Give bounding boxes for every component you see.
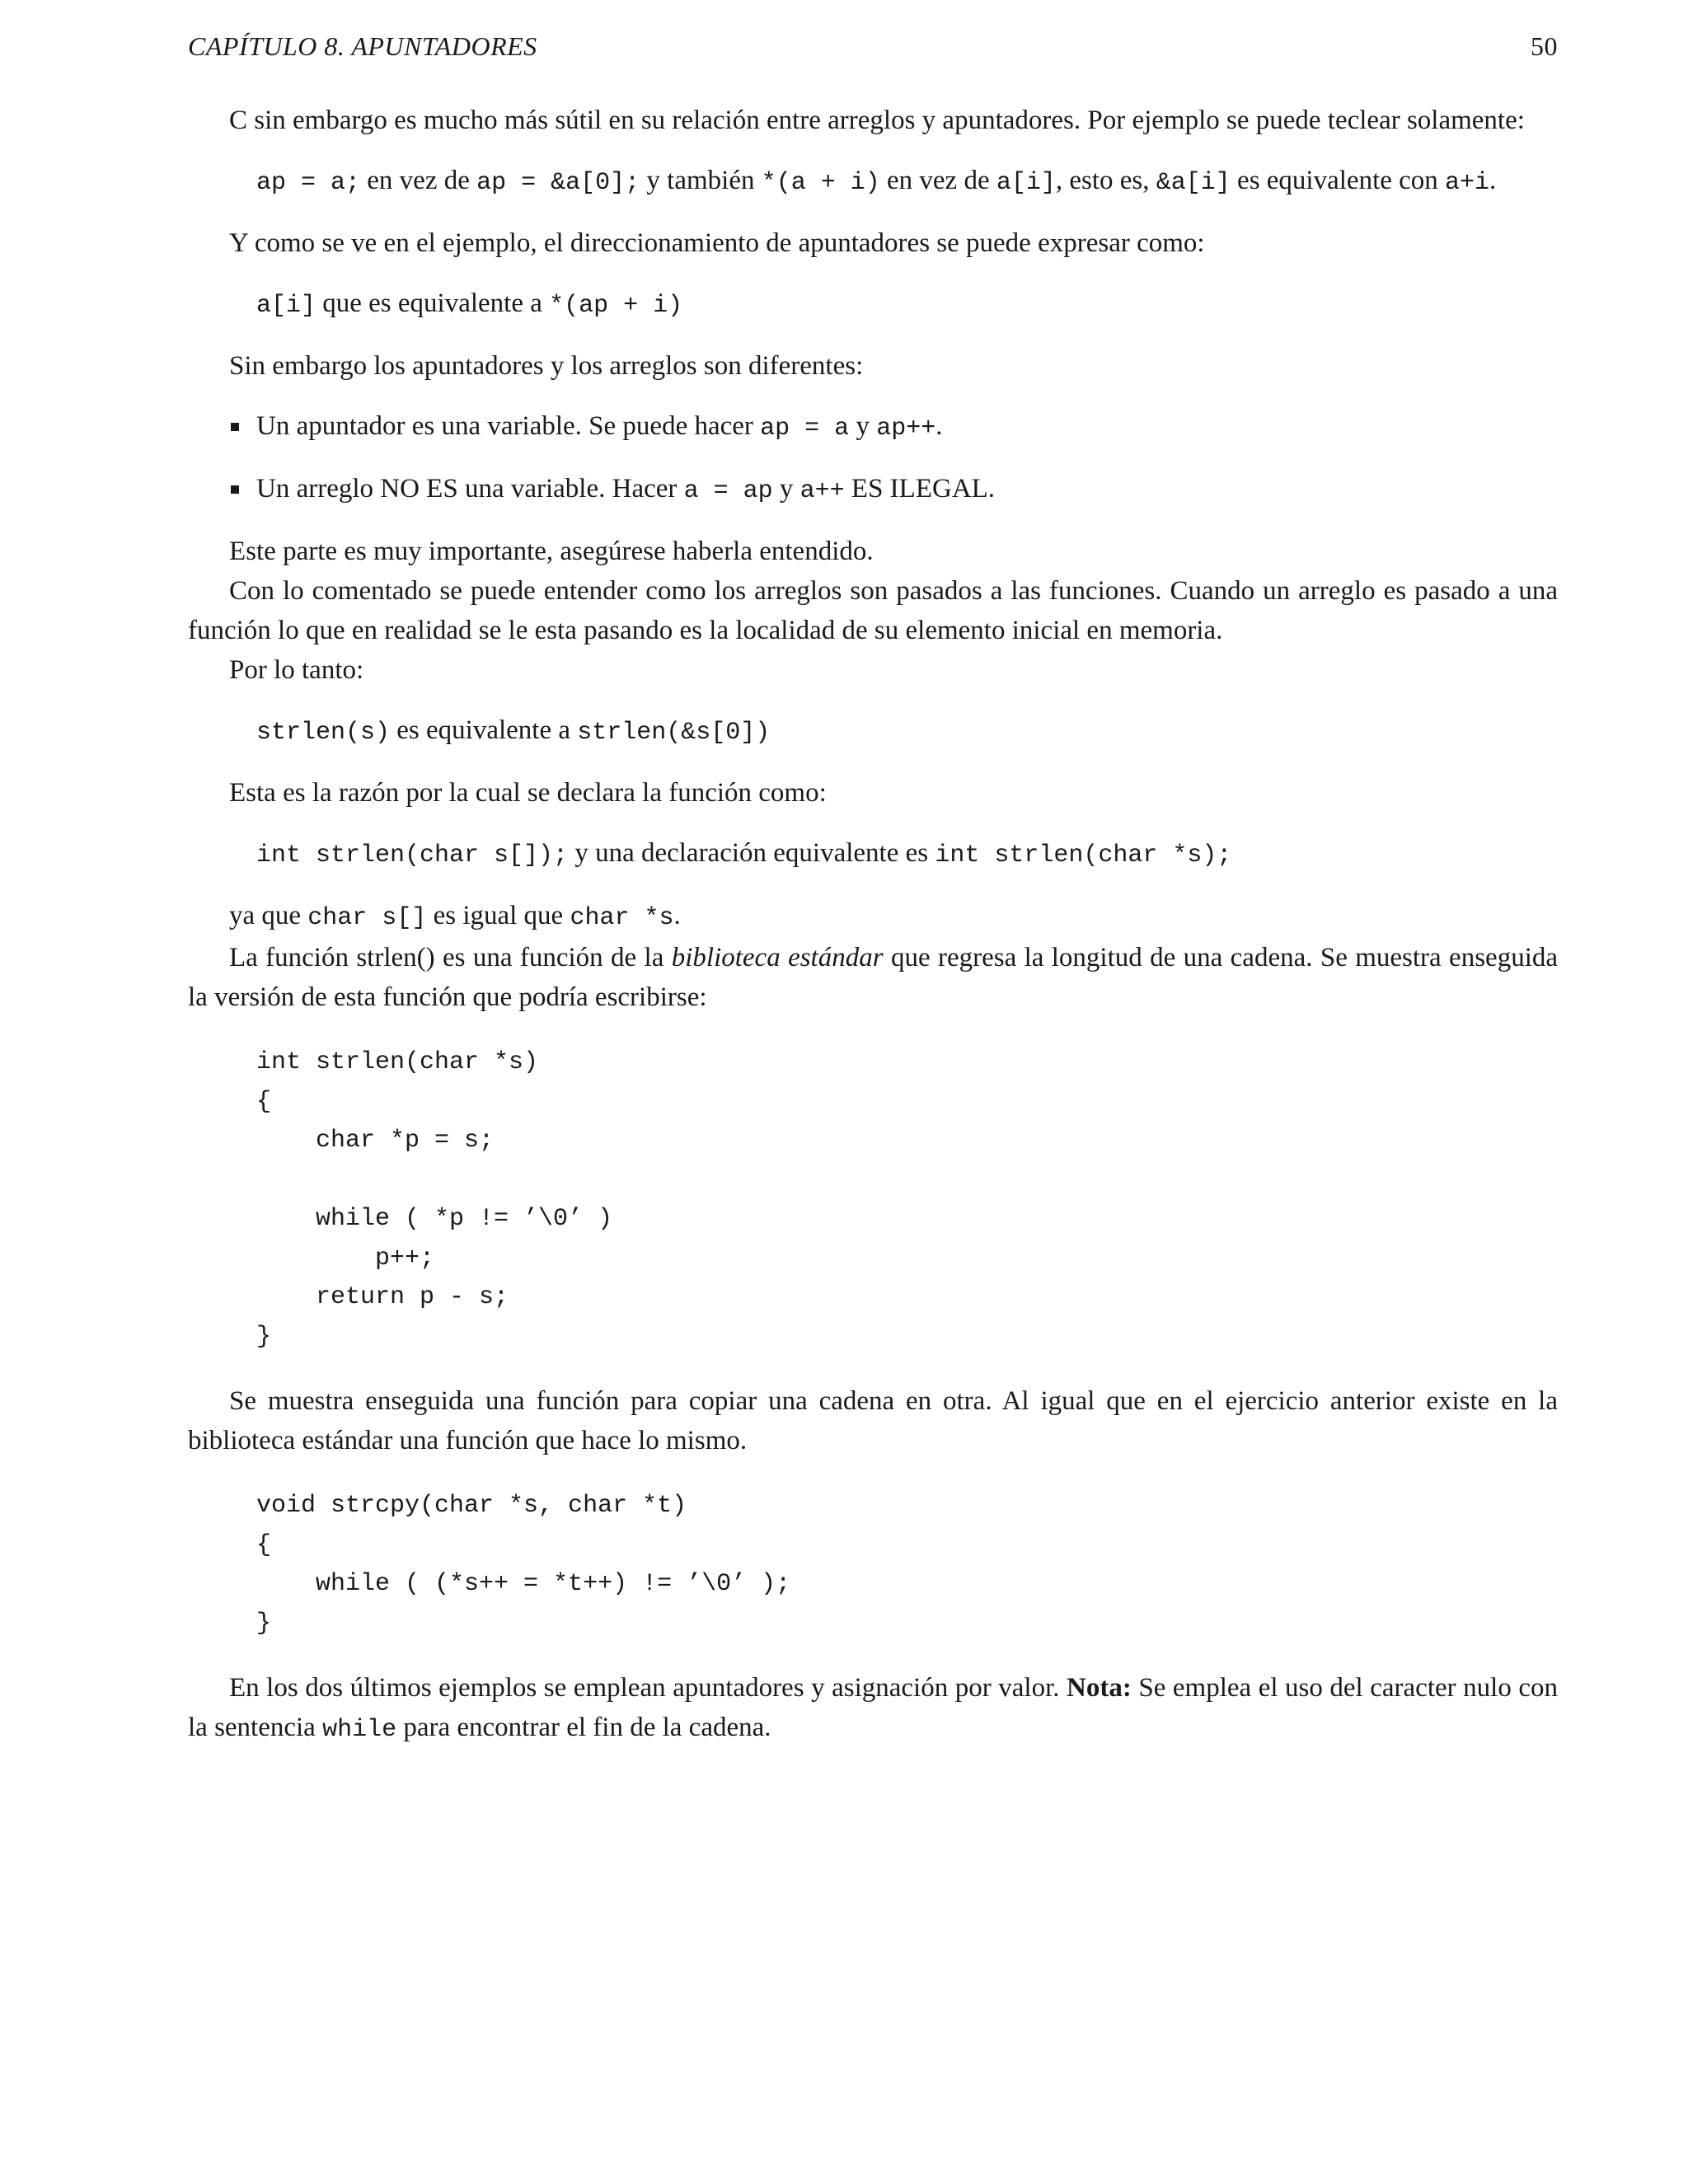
code-inline: a+i	[1445, 169, 1490, 197]
code-inline: a = ap	[683, 477, 773, 505]
text-run: y también	[640, 166, 762, 195]
bullet-item	[188, 406, 1558, 448]
code-inline: char *s	[570, 904, 674, 932]
code-line: return p - s;	[256, 1283, 509, 1311]
text-run: En los dos últimos ejemplos se emplean apuntadores y asignación por valor.	[229, 1673, 1067, 1703]
code-inline: ap++	[876, 415, 936, 443]
example-declaration	[256, 833, 1558, 875]
text-run: .	[1489, 166, 1497, 195]
code-inline: ap = a;	[256, 169, 361, 197]
paragraph-intro: C sin embargo es mucho más sútil en su relación entre arreglos y apuntadores. Por ejemplo se puede teclear solamente:	[229, 105, 1525, 135]
code-inline: ap = &a[0];	[476, 169, 640, 197]
code-inline: char s[]	[307, 904, 427, 932]
text-run: en vez de	[879, 166, 996, 195]
text-run: .	[673, 901, 681, 930]
text-run: que es equivalente a	[316, 288, 550, 318]
emphasis-text: biblioteca estándar	[671, 943, 884, 972]
bullet-list	[188, 406, 1558, 511]
example-indexing	[256, 284, 1558, 326]
code-line: while ( *p != ’\0’ )	[256, 1205, 613, 1233]
code-inline: a[i]	[996, 169, 1056, 197]
text-run: es igual que	[426, 901, 570, 930]
paragraph-therefore: Por lo tanto:	[229, 655, 364, 685]
code-inline: while	[322, 1716, 397, 1744]
running-head	[188, 25, 1558, 66]
text-run: que regresa la longitud de una cadena. Se muestra enseguida la versión de esta función que podría escribirse:	[188, 943, 1559, 1012]
code-inline: int strlen(char *s);	[935, 841, 1232, 869]
example-equivalences	[256, 161, 1558, 203]
code-inline: a[i]	[256, 292, 316, 320]
code-inline: strlen(s)	[256, 719, 391, 747]
paragraph-strcpy-intro: Se muestra enseguida una función para copiar una cadena en otra. Al igual que en el ejercicio anterior existe en la biblioteca estándar una función que hace lo mismo.	[188, 1386, 1558, 1455]
text-run: , esto es,	[1055, 166, 1156, 195]
code-line: p++;	[256, 1244, 435, 1272]
bullet-square-icon	[231, 423, 239, 431]
paragraph-function-arrays: Con lo comentado se puede entender como los arreglos son pasados a las funciones. Cuando un arreglo es pasado a una función lo que en realidad se le esta pasando es la localidad de su elemento inicial en memoria.	[188, 576, 1558, 645]
bullet-item	[188, 469, 1558, 511]
code-line: while ( (*s++ = *t++) != ’\0’ );	[256, 1570, 791, 1598]
code-line: {	[256, 1087, 272, 1116]
code-line	[256, 1161, 1558, 1201]
text-run: ES ILEGAL.	[844, 474, 996, 504]
text-run: Se emplea el uso del caracter nulo con la sentencia	[188, 1673, 1558, 1742]
code-line: char *p = s;	[256, 1127, 495, 1155]
text-run: es equivalente a	[390, 715, 578, 745]
paragraph-differences: Sin embargo los apuntadores y los arreglos son diferentes:	[229, 351, 864, 381]
code-line: void strcpy(char *s, char *t)	[256, 1492, 687, 1520]
code-inline: *(ap + i)	[549, 292, 683, 320]
text-run: y una declaración equivalente es	[568, 838, 935, 868]
text-run: y	[849, 411, 877, 441]
code-line: }	[256, 1322, 272, 1351]
paragraph-declaration-reason: Esta es la razón por la cual se declara la función como:	[229, 778, 827, 808]
code-line: int strlen(char *s)	[256, 1048, 539, 1076]
paragraph-addressing: Y como se ve en el ejemplo, el direccionamiento de apuntadores se puede expresar como:	[229, 228, 1205, 258]
text-run: La función strlen() es una función de la	[229, 943, 672, 972]
paragraph-important: Este parte es muy importante, asegúrese haberla entendido.	[229, 537, 874, 566]
code-inline: int strlen(char s[]);	[256, 841, 569, 869]
code-inline: &a[i]	[1156, 169, 1231, 197]
chapter-title: CAPÍTULO 8. APUNTADORES	[188, 31, 537, 61]
text-run: ya que	[229, 901, 308, 930]
code-inline: strlen(&s[0])	[577, 719, 771, 747]
paragraph-note	[188, 1668, 1558, 1750]
code-inline: ap = a	[760, 415, 850, 443]
example-strlen-equiv	[256, 710, 1558, 752]
note-label: Nota:	[1067, 1673, 1132, 1703]
paragraph-strlen-desc	[188, 938, 1558, 1017]
code-inline: *(a + i)	[761, 169, 880, 197]
text-run: en vez de	[360, 166, 477, 195]
page-number: 50	[1531, 31, 1558, 61]
code-line: {	[256, 1530, 272, 1559]
code-inline: a++	[799, 477, 845, 505]
code-block-strlen	[256, 1043, 1558, 1357]
code-block-strcpy	[256, 1487, 1558, 1643]
code-line: }	[256, 1609, 272, 1638]
bullet-square-icon	[231, 485, 239, 494]
page	[188, 25, 1558, 1750]
text-run: es equivalente con	[1230, 166, 1446, 195]
text-run: y	[772, 474, 800, 504]
text-run: para encontrar el fin de la cadena.	[396, 1713, 771, 1742]
text-run: Un apuntador es una variable. Se puede hacer	[256, 411, 761, 441]
text-run: .	[935, 411, 943, 441]
paragraph-since	[188, 896, 1558, 938]
page-body	[188, 101, 1558, 1750]
text-run: Un arreglo NO ES una variable. Hacer	[256, 474, 684, 504]
